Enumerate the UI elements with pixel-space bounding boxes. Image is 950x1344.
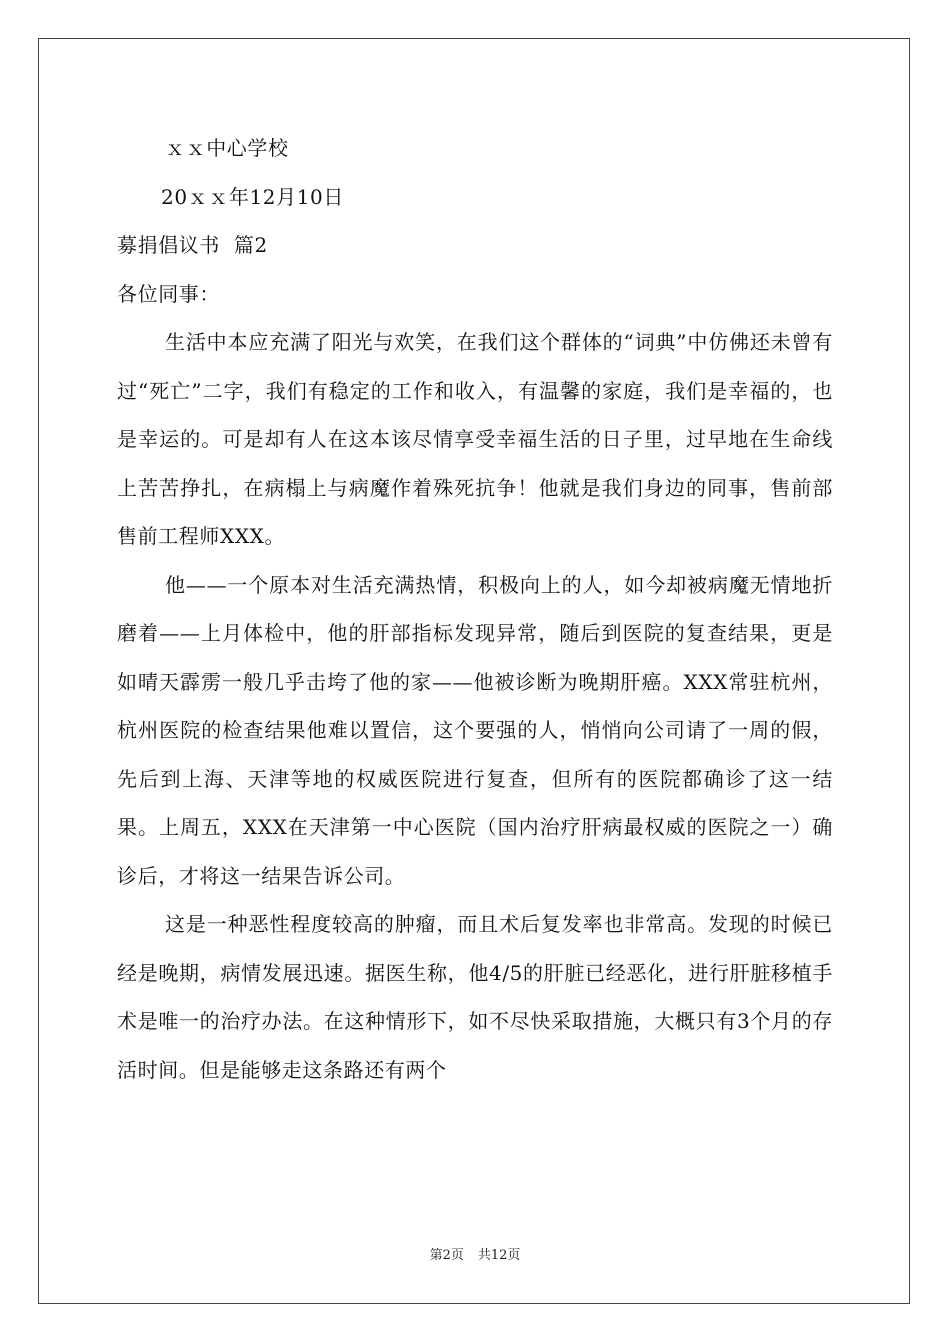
page-total: 共12页 [477, 1248, 521, 1263]
body-paragraph-2: 他——一个原本对生活充满热情，积极向上的人，如今却被病魔无情地折磨着——上月体检中，他的肝部指标发现异常，随后到医院的复查结果，更是如晴天霹雳一般几乎击垮了他的家——他被诊断为晚期肝癌。XXX常驻杭州，杭州医院的检查结果他难以置信，这个要强的人，悄悄向公司请了一周的假，先后到上海、天津等地的权威医院进行复查，但所有的医院都确诊了这一结果。上周五，XXX在天津第一中心医院（国内治疗肝病最权威的医院之一）确诊后，才将这一结果告诉公司。 [117, 572, 833, 888]
signer-organization: ｘｘ中心学校 [165, 136, 289, 160]
signer-date: 20ｘｘ年12月10日 [161, 184, 344, 209]
page-footer [0, 1244, 950, 1263]
page-number: 第2页 [429, 1248, 464, 1263]
body-paragraph-3: 这是一种恶性程度较高的肿瘤，而且术后复发率也非常高。发现的时候已经是晚期，病情发展迅速。据医生称，他4/5的肝脏已经恶化，进行肝脏移植手术是唯一的治疗办法。在这种情形下，如不尽快采取措施，大概只有3个月的存活时间。但是能够走这条路还有两个 [117, 912, 833, 1082]
section-heading: 募捐倡议书 篇2 [117, 233, 268, 257]
body-paragraph-1: 生活中本应充满了阳光与欢笑，在我们这个群体的“词典”中仿佛还未曾有过“死亡”二字，我们有稳定的工作和收入，有温馨的家庭，我们是幸福的，也是幸运的。可是却有人在这本该尽情享受幸福生活的日子里，过早地在生命线上苦苦挣扎，在病榻上与病魔作着殊死抗争！他就是我们身边的同事，售前部售前工程师XXX。 [117, 330, 833, 548]
document-body [117, 124, 833, 1094]
salutation: 各位同事： [117, 281, 220, 306]
